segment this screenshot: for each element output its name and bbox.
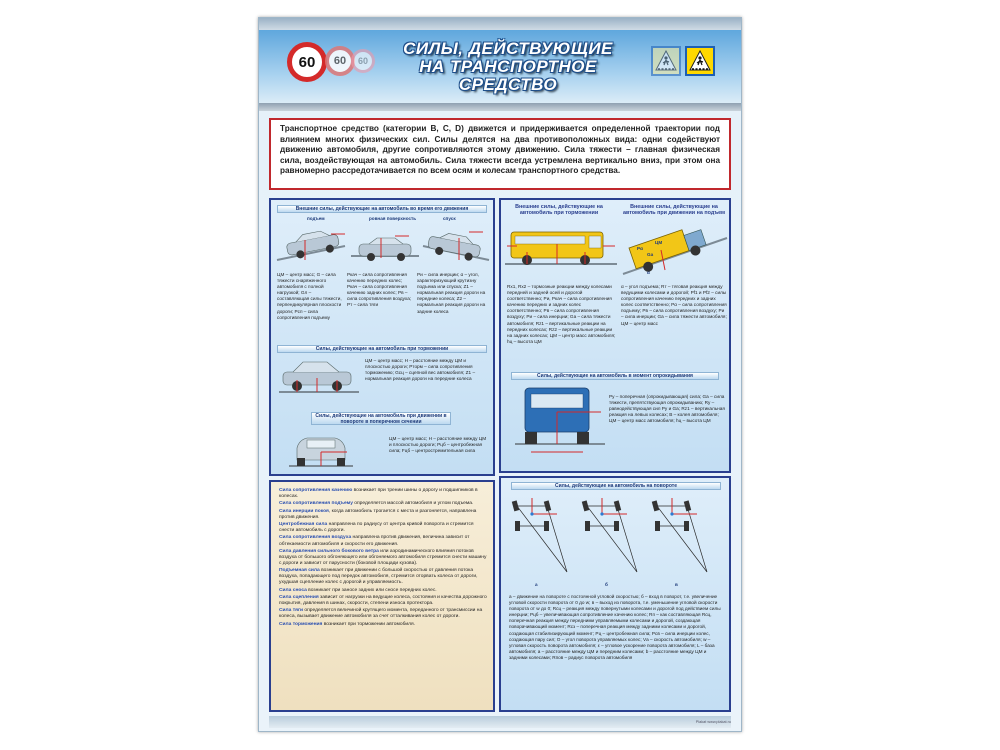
pedestrian-crossing-sign-icon — [685, 46, 715, 76]
truck-label-pa: Pα — [637, 246, 643, 251]
diagram-label-v: в — [675, 582, 678, 587]
truck-label-ga: Gа — [647, 252, 654, 257]
panel-braking-uphill — [499, 198, 731, 473]
panel-a-header: Внешние силы, действующие на автомобиль во время его движения — [277, 205, 487, 213]
panel-cornering-forces — [499, 476, 731, 712]
panel-b-bus-header: Внешние силы, действующие на автомобиль при торможении — [515, 204, 603, 217]
car-cross-section-drawing — [289, 430, 353, 470]
poster-title — [383, 40, 633, 94]
panel-b-rollover-text: Py – поперечная (опрокидывающая) сила; Gа – сила тяжести, препятствующая опрокидыванию; Rу – равнодействующая сил Ру и Gа; Rz1 – вертикальная реакция на левых колесах; B – колея автомобиля; ЦМ – центр масс автомобиля; hц – высота ЦМ — [609, 394, 725, 424]
panel-d-header: Силы, действующие на автомобиль на повороте — [511, 482, 721, 490]
panel-a-turn-text: ЦМ – центр масс; H – расстояние между ЦМ и плоскостью дороги; Pцб – центробежная сила; Fцб – центростремительная сила — [389, 436, 487, 454]
truck-label-cm: ЦМ — [655, 240, 663, 245]
speed-limit-sign-icon: 60 — [325, 46, 355, 76]
panel-forces-definitions — [269, 480, 495, 712]
panel-b-truck-text: α – угол подъема; Rт – тяговая реакция между ведущими колесами и дорогой; Pf1 и Pf2 – силы сопротивления качению передних и задних колес соответственно; Pα – сила сопротивления подъему; Pв – сила сопротивления воздуху; Pи – сила инерции; Gа – сила тяжести автомобиля; ЦМ – центр масс — [621, 284, 727, 326]
panel-a-col2-text: Pкач – сила сопротивления качению передних колес; Pкач – сила сопротивления качению задних колес; Pв – сила сопротивления воздуха; Pт – сила тяги — [347, 272, 412, 308]
roof-strip — [259, 18, 741, 30]
definition-item: Подъемная сила возникает при движении с большой скоростью от давления потока воздуха, попадающего под передок автомобиля, стремится оторвать колеса от дороги, ухудшая сцепление колес с дорогой и управляемость. — [279, 568, 478, 586]
intro-text-box: Транспортное средство (категории В, С, D) движется и придерживается определенной траектории под влиянием многих физических сил. Силы делятся на два противоположных вида: одни содействуют движению автомобиля, другие сопротивляются этому движению. Сила тяжести – главная физическая сила, воздействующая на автомобиль. Сила тяжести всегда устремлена вертикально вниз, при этом она равномерно рассредотачивается по всем осям и колесам транспортного средства. — [269, 118, 731, 190]
panel-a-braking-text: ЦМ – центр масс; H – расстояние между ЦМ и плоскостью дороги; Pторм – сила сопротивления торможению; Gсц – сцепной вес автомобиля; Z1 – нормальная реакция дороги на передние колеса — [365, 358, 476, 382]
title-line-2: НА ТРАНСПОРТНОЕ СРЕДСТВО — [419, 57, 597, 94]
definition-item: Сила торможения возникает при торможении автомобиля. — [279, 621, 415, 627]
panel-d-text: а – движение на повороте с постоянной угловой скоростью; б – вход в поворот, т.е. увеличение угловой скорости поворота от 0 до w; в – выход из поворота, т.е. уменьшение угловой скорости поворота от w до 0; Rсц – реакция между повернутыми колесами и дорогой под действием силы инерции; Pцб – увеличивающая сопротивление качению колес; Rп – как составляющая Rсц, поперечная реакция между передними управляемыми колесами и дорогой, создающая поворачивающий момент; Rсз – поперечная реакция между задними колесами и дорогой, создающая стабилизирующий момент; Pц – центробежная сила; Pсв – сила инерции колес, создающая пару сил; O – угол поворота управляемых колес; Vа – скорость автомобиля; w – угловая скорость поворота автомобиля; ε – угловое ускорение поворота автомобиля; L – база автомобиля; a – расстояние между ЦМ и передним колесами; b – расстояние между ЦМ и задними колесами; Rпов – радиус поворота автомобиля — [509, 594, 721, 660]
definitions-list — [279, 488, 487, 629]
definition-item: Сила сноса возникает при заносе задних или сносе передних колес. — [279, 587, 437, 593]
bus-braking-drawing — [505, 224, 617, 272]
label-flat: ровная поверхность — [369, 216, 417, 221]
panel-b-bus-text: Rx1, Rx2 – тормозные реакции между колесами передней и задней осей и дорогой соответственно; Pи, Pкач – сила сопротивления качению передних и задних колес соответственно; Pв – сила сопротивления воздуху; Pи – сила инерции; Gа – сила тяжести автомобиля; Rz1 – вертикальные реакции на передних колесах; Rz2 – вертикальные реакции на задних колесах; ЦМ – центр масс автомобиля; hц – высота ЦМ — [507, 284, 616, 344]
panel-external-forces — [269, 198, 495, 476]
panel-a-turn-header: Силы, действующие на автомобиль при движении в повороте в поперечном сечении — [311, 412, 451, 425]
poster-footer: Plakat www.plakat.ru — [269, 716, 731, 728]
definition-item: Сила давления сильного бокового ветра или аэродинамического влияния потоков воздуха от большого обгоняющего или обгоняемого автомобиля стремится снести машину с дороги и зависит от парусности (боковой площади кузова). — [279, 548, 487, 566]
definition-item: Сила сцепления зависит от нагрузки на ведущие колеса, состояния и качества дорожного покрытия, давления в шинах, скорости, степени износа протектора. — [279, 595, 487, 607]
definition-item: Сила инерции покоя, когда автомобиль трогается с места и разгоняется, направлена против движения. — [279, 508, 477, 520]
truck-label-alpha: α — [647, 270, 650, 275]
panel-a-col3-text: Pи – сила инерции; α – угол, характеризующий крутизну подъема или спуска; Z1 – нормальная реакция дороги на передние колеса; Z2 – нормальная реакция дороги на задние колеса — [417, 272, 486, 314]
bus-rollover-drawing — [515, 384, 605, 460]
panel-b-rollover-header: Силы, действующие на автомобиль в момент опрокидывания — [511, 372, 719, 380]
label-uphill: подъем — [307, 216, 325, 221]
speed-limit-sign-icon: 60 — [351, 49, 375, 73]
diagram-label-b: б — [605, 582, 608, 587]
definition-item: Сила сопротивления подъему определяется массой автомобиля и углом подъема. — [279, 501, 474, 507]
label-downhill: спуск — [443, 216, 456, 221]
definition-item: Сила сопротивления воздуха направлена против движения, величина зависит от обтекаемости автомобиля и скорости его движения. — [279, 535, 470, 547]
panel-a-braking-header: Силы, действующие на автомобиль при торможении — [277, 345, 487, 353]
braking-car-drawing — [279, 356, 359, 396]
road-strip — [259, 103, 741, 111]
pedestrian-crossing-sign-icon — [651, 46, 681, 76]
definition-item: Сила тяги определяется величиной крутящего момента, переданного от трансмиссии на колеса, вызывает движение автомобиля за счет отталкивания колес от дороги. — [279, 608, 483, 620]
definition-item: Центробежная сила направлена по радиусу от центра кривой поворота и стремится снести автомобиль с дороги. — [279, 522, 474, 534]
poster — [258, 17, 742, 732]
title-line-1: СИЛЫ, ДЕЙСТВУЮЩИЕ — [403, 39, 613, 58]
diagram-label-a: а — [535, 582, 538, 587]
panel-a-col1-text: ЦМ – центр масс; G – сила тяжести снаряженного автомобиля с полной нагрузкой; Gл – составляющая силы тяжести, перпендикулярная плоскости дороги; Pсп – сила сопротивления подъему — [277, 272, 342, 320]
panel-b-truck-header: Внешние силы, действующие на автомобиль при движении на подъем — [622, 204, 726, 217]
speed-limit-sign-icon: 60 — [287, 42, 327, 82]
cars-on-slopes-drawing — [275, 224, 491, 266]
cornering-diagrams-drawing — [507, 492, 727, 582]
definition-item: Сила сопротивления качению возникает при трении шины о дорогу и подшипников в колесах. — [279, 488, 478, 500]
